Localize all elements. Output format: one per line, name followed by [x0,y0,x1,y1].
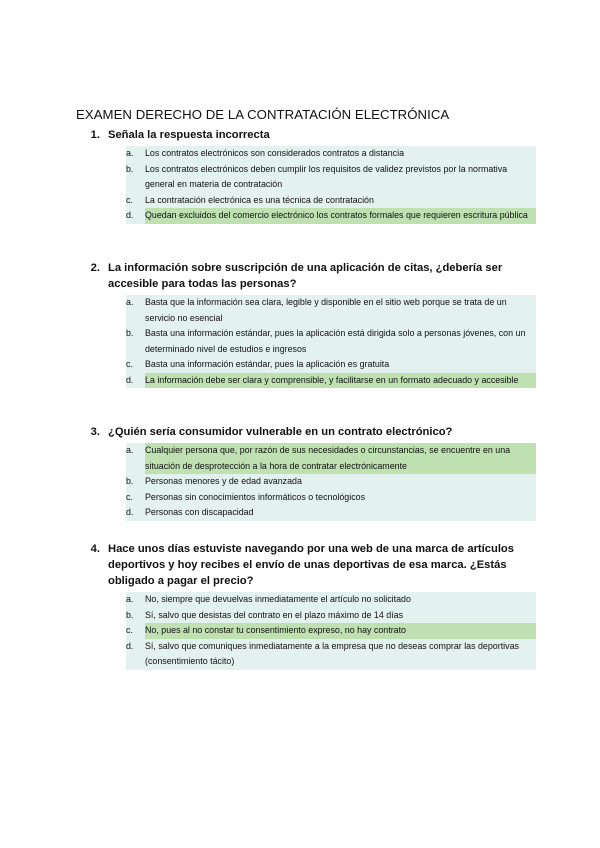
options-list [126,592,536,670]
option-letter: d. [126,640,134,651]
option-a[interactable] [126,295,536,326]
options-list [126,443,536,521]
option-text: Quedan excluidos del comercio electrónico los contratos formales que requieren escritura pública [145,208,536,224]
option-text: Los contratos electrónicos son considerados contratos a distancia [145,148,405,158]
option-text: No, pues al no constar tu consentimiento expreso, no hay contrato [145,623,536,639]
question-header [76,424,536,440]
option-d-highlighted[interactable] [126,373,536,389]
option-text: Basta una información estándar, pues la aplicación está dirigida solo a personas jóvenes, con un determinado nivel de estudios e ingresos [145,328,526,354]
question-header [76,127,536,143]
option-letter: a. [126,445,134,455]
options-list [126,295,536,388]
option-d[interactable] [126,639,536,670]
option-letter: d. [126,210,134,220]
option-c[interactable] [126,490,536,506]
option-b[interactable] [126,326,536,357]
question-number: 4. [90,543,100,555]
option-b[interactable] [126,474,536,490]
option-a[interactable] [126,592,536,608]
option-text: Sí, salvo que desistas del contrato en el plazo máximo de 14 días [145,609,404,620]
question-4 [76,541,536,670]
option-letter: c. [126,625,133,635]
option-text: La información debe ser clara y comprensible, y facilitarse en un formato adecuado y accesible [145,373,536,389]
options-list [126,146,536,224]
option-letter: b. [126,328,134,338]
question-text: Hace unos días estuviste navegando por una web de una marca de artículos deportivos y hoy recibes el envío de unas deportivas de esa marca. ¿Estás obligado a pagar el precio? [108,543,514,587]
question-text: ¿Quién sería consumidor vulnerable en un contrato electrónico? [108,426,453,438]
option-letter: a. [126,148,134,158]
question-header [76,260,536,292]
option-c[interactable] [126,193,536,209]
option-c-highlighted[interactable] [126,623,536,639]
option-a-highlighted[interactable] [126,443,536,474]
question-number: 1. [90,129,100,141]
option-b[interactable] [126,608,536,624]
option-letter: c. [126,194,133,205]
option-text: Los contratos electrónicos deben cumplir los requisitos de validez previstos por la normativa general en materia de contratación [145,163,508,189]
option-text: Sí, salvo que comuniques inmediatamente a la empresa que no deseas comprar las deportivas (consentimiento tácito) [145,640,519,666]
question-2 [76,260,536,388]
option-b[interactable] [126,162,536,193]
option-letter: b. [126,163,134,174]
option-text: La contratación electrónica es una técnica de contratación [145,194,374,205]
question-3 [76,424,536,521]
option-text: Cualquier persona que, por razón de sus necesidades o circunstancias, se encuentre en una situación de desprotección a la hora de contratar electrónicamente [145,443,536,474]
exam-title: EXAMEN DERECHO DE LA CONTRATACIÓN ELECTRÓNICA [76,107,450,122]
option-letter: a. [126,297,134,307]
option-letter: b. [126,609,134,620]
question-1 [76,127,536,224]
option-a[interactable] [126,146,536,162]
option-text: Personas sin conocimientos informáticos o tecnológicos [145,491,366,502]
option-letter: c. [126,359,133,369]
option-d[interactable] [126,505,536,521]
option-letter: a. [126,594,134,604]
option-c[interactable] [126,357,536,373]
question-number: 3. [90,426,100,438]
option-letter: d. [126,507,134,517]
option-text: Personas menores y de edad avanzada [145,476,302,486]
option-text: No, siempre que devuelvas inmediatamente el artículo no solicitado [145,594,411,604]
option-text: Basta una información estándar, pues la aplicación es gratuita [145,359,390,369]
option-letter: c. [126,491,133,502]
question-text: Señala la respuesta incorrecta [108,129,270,141]
option-letter: b. [126,476,134,486]
option-letter: d. [126,374,134,385]
option-d-highlighted[interactable] [126,208,536,224]
option-text: Personas con discapacidad [145,507,254,517]
option-text: Basta que la información sea clara, legible y disponible en el sitio web porque se trata de un servicio no esencial [145,297,507,323]
question-text: La información sobre suscripción de una aplicación de citas, ¿debería ser accesible para todas las personas? [108,262,503,290]
question-number: 2. [90,262,100,274]
question-header [76,541,536,589]
